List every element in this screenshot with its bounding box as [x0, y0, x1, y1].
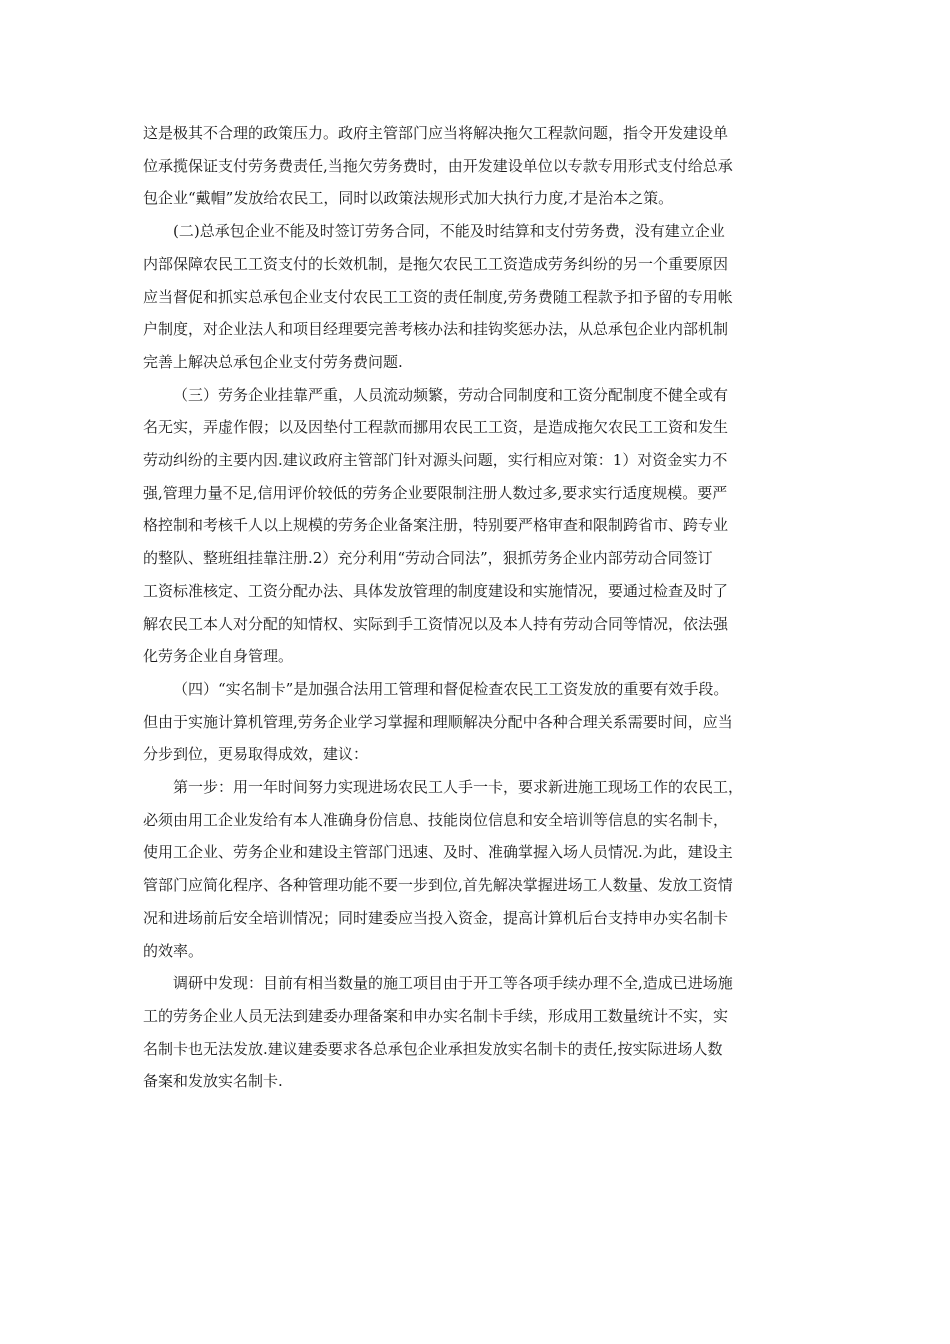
text-line: 应当督促和抓实总承包企业支付农民工工资的责任制度,劳务费随工程款予扣予留的专用帐 [143, 287, 733, 306]
text-line: 强,管理力量不足,信用评价较低的劳务企业要限制注册人数过多,要求实行适度规模。要严 [143, 483, 728, 502]
text-line: 包企业“戴帽”发放给农民工，同时以政策法规形式加大执行力度,才是治本之策。 [143, 189, 674, 208]
text-line: 名无实，弄虚作假；以及因垫付工程款而挪用农民工工资，是造成拖欠农民工工资和发生 [143, 418, 729, 437]
text-line: 的效率。 [143, 941, 204, 960]
text-line: 分步到位，更易取得成效，建议： [143, 745, 369, 764]
text-line: 必须由用工企业发给有本人准确身份信息、技能岗位信息和安全培训等信息的实名制卡， [143, 810, 729, 829]
text-line: 调研中发现：目前有相当数量的施工项目由于开工等各项手续办理不全,造成已进场施 [173, 974, 733, 993]
text-line: 管部门应简化程序、各种管理功能不要一步到位,首先解决掌握进场工人数量、发放工资情 [143, 876, 733, 895]
text-line: 况和进场前后安全培训情况；同时建委应当投入资金，提高计算机后台支持申办实名制卡 [143, 908, 729, 927]
text-line: 这是极其不合理的政策压力。政府主管部门应当将解决拖欠工程款问题，指令开发建设单 [143, 124, 729, 142]
text-line: 但由于实施计算机管理,劳务企业学习掌握和理顺解决分配中各种合理关系需要时间，应当 [143, 712, 733, 731]
text-line: 位承揽保证支付劳务费责任,当拖欠劳务费时，由开发建设单位以专款专用形式支付给总承 [143, 156, 733, 175]
text-line: 工资标准核定、工资分配办法、具体发放管理的制度建设和实施情况，要通过检查及时了 [143, 581, 729, 600]
text-line: （三）劳务企业挂靠严重，人员流动频繁，劳动合同制度和工资分配制度不健全或有 [173, 385, 729, 404]
document-body [143, 117, 808, 1098]
text-line: （四）“实名制卡”是加强合法用工管理和督促检查农民工工资发放的重要有效手段。 [173, 679, 729, 698]
text-line: 解农民工本人对分配的知情权、实际到手工资情况以及本人持有劳动合同等情况，依法强 [143, 614, 729, 633]
paragraph-intro [143, 117, 808, 215]
text-line: 化劳务企业自身管理。 [143, 647, 294, 666]
text-line: 备案和发放实名制卡. [143, 1072, 283, 1091]
text-line: (二)总承包企业不能及时签订劳务合同，不能及时结算和支付劳务费，没有建立企业 [173, 222, 725, 241]
text-line: 名制卡也无法发放.建议建委要求各总承包企业承担发放实名制卡的责任,按实际进场人数 [143, 1039, 723, 1058]
text-line: 第一步：用一年时间努力实现进场农民工人手一卡，要求新进施工现场工作的农民工， [173, 778, 744, 797]
text-line: 的整队、整班组挂靠注册.2）充分利用“劳动合同法”，狠抓劳务企业内部劳动合同签订 [143, 549, 713, 568]
text-line: 格控制和考核千人以上规模的劳务企业备案注册，特别要严格审查和限制跨省市、跨专业 [143, 516, 729, 535]
paragraph-section-3 [143, 379, 808, 673]
text-line: 户制度，对企业法人和项目经理要完善考核办法和挂钩奖惩办法，从总承包企业内部机制 [143, 320, 729, 339]
text-line: 完善上解决总承包企业支付劳务费问题. [143, 352, 403, 371]
text-line: 劳动纠纷的主要内因.建议政府主管部门针对源头问题，实行相应对策：1）对资金实力不 [143, 451, 728, 470]
text-line: 内部保障农民工工资支付的长效机制，是拖欠农民工工资造成劳务纠纷的另一个重要原因 [143, 254, 729, 273]
text-line: 使用工企业、劳务企业和建设主管部门迅速、及时、准确掌握入场人员情况.为此，建设主 [143, 843, 733, 862]
text-line: 工的劳务企业人员无法到建委办理备案和申办实名制卡手续，形成用工数量统计不实，实 [143, 1006, 729, 1025]
paragraph-findings [143, 967, 808, 1098]
paragraph-section-4 [143, 673, 808, 771]
paragraph-section-2 [143, 215, 808, 379]
paragraph-step-1 [143, 771, 808, 967]
